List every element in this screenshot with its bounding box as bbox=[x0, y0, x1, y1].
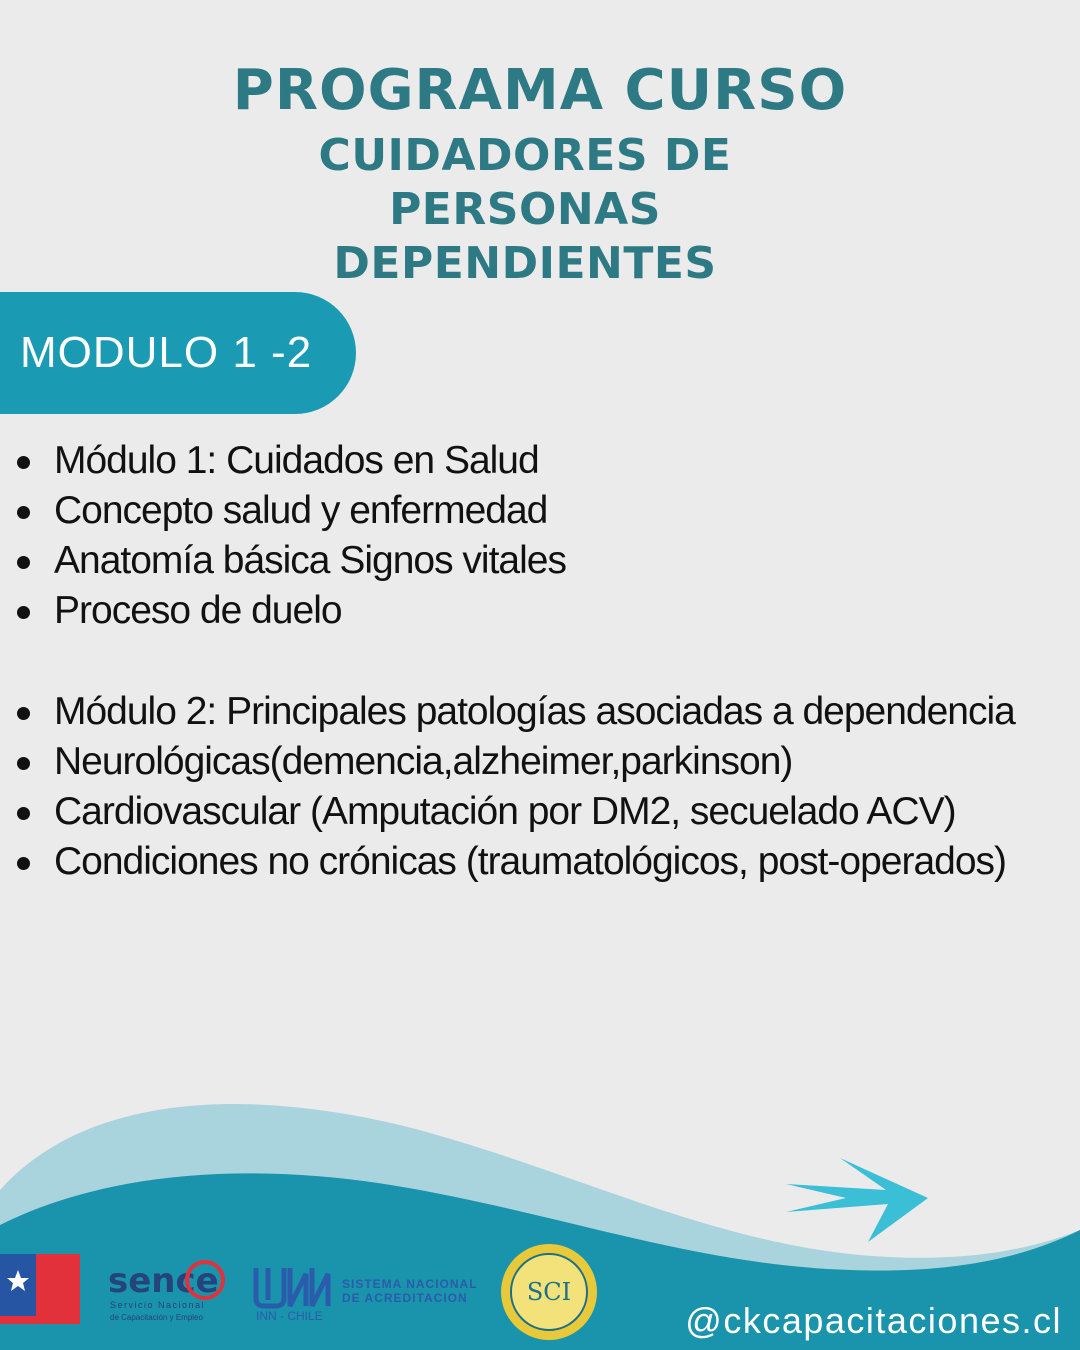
list-item: Neurológicas(demencia,alzheimer,parkinson) bbox=[0, 737, 1080, 787]
page-subtitle: CUIDADORES DE PERSONAS DEPENDIENTES bbox=[318, 130, 732, 289]
svg-text:de Capacitación y Empleo: de Capacitación y Empleo bbox=[110, 1313, 203, 1322]
next-arrow-icon bbox=[786, 1158, 928, 1242]
list-item: Módulo 1: Cuidados en Salud bbox=[0, 436, 1080, 486]
svg-text:INN - CHILE: INN - CHILE bbox=[256, 1309, 323, 1323]
page-title: PROGRAMA CURSO bbox=[232, 58, 848, 123]
list-item: Cardiovascular (Amputación por DM2, secuelado ACV) bbox=[0, 787, 1080, 837]
svg-text:sence: sence bbox=[108, 1261, 219, 1301]
government-logo-icon bbox=[0, 1254, 80, 1324]
topic-list bbox=[0, 436, 1080, 887]
svg-text:SCI: SCI bbox=[526, 1278, 572, 1306]
list-item: Condiciones no crónicas (traumatológicos, post-operados) bbox=[0, 837, 1080, 887]
inn-logo-icon bbox=[256, 1268, 478, 1323]
sci-seal-icon bbox=[501, 1244, 597, 1340]
list-item: Proceso de duelo bbox=[0, 586, 1080, 636]
svg-text:DE ACREDITACION: DE ACREDITACION bbox=[342, 1291, 468, 1305]
svg-text:SISTEMA NACIONAL: SISTEMA NACIONAL bbox=[342, 1277, 478, 1291]
list-item: Módulo 2: Principales patologías asociadas a dependencia bbox=[0, 687, 1080, 737]
module-tag-label: MODULO 1 -2 bbox=[20, 328, 313, 377]
title-block bbox=[0, 58, 1080, 291]
social-handle: @ckcapacitaciones.cl bbox=[685, 1300, 1062, 1341]
list-item: Concepto salud y enfermedad bbox=[0, 486, 1080, 536]
svg-text:Servicio Nacional: Servicio Nacional bbox=[110, 1300, 206, 1310]
sence-logo-icon bbox=[108, 1261, 223, 1322]
module-tag bbox=[0, 292, 356, 414]
list-item: Anatomía básica Signos vitales bbox=[0, 536, 1080, 586]
